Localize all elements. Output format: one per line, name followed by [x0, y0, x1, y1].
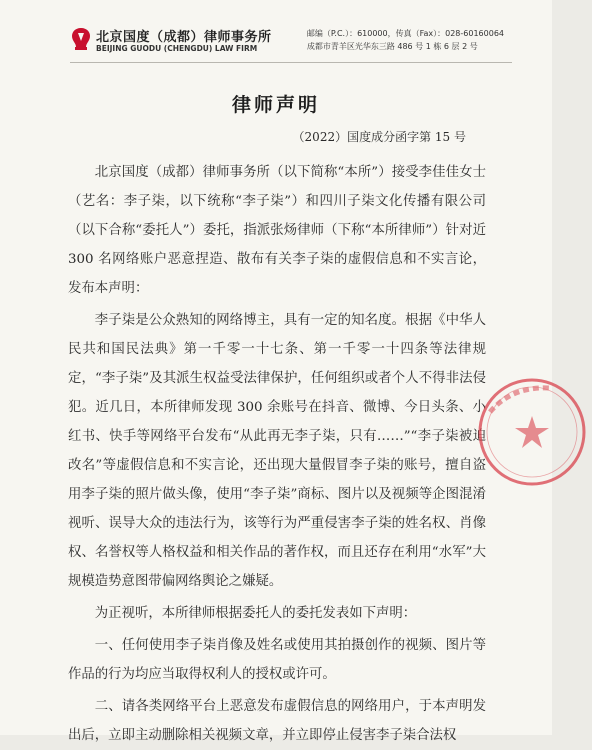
firm-logo: [70, 27, 92, 51]
document-number: （2022）国度成分函字第 15 号: [292, 130, 466, 144]
address-line: 成都市青羊区光华东三路 486 号 1 栋 6 层 2 号: [306, 42, 478, 51]
postal-fax-line: 邮编（P.C.）：610000，传真（Fax）：028-60160064: [306, 29, 504, 38]
firm-name-english: BEIJING GUODU (CHENGDU) LAW FIRM: [96, 44, 258, 53]
paragraph-clause-2: 二、请各类网络平台上恶意发布虚假信息的网络用户，于本声明发出后，立即主动删除相关视频文章，并立即停止侵害李子柒合法权: [68, 699, 486, 743]
paragraph-statement-lead: 为正视听，本所律师根据委托人的委托发表如下声明：: [94, 606, 417, 621]
firm-name-chinese: 北京国度（成都）律师事务所: [96, 30, 272, 45]
paragraph-clause-1: 一、任何使用李子柒肖像及姓名或使用其拍摄创作的视频、图片等作品的行为均应当取得权利人的授权或许可。: [68, 638, 486, 682]
contact-info: [307, 27, 504, 53]
paragraph-intro: 北京国度（成都）律师事务所（以下简称“本所”）接受李佳佳女士（艺名：李子柒，以下统称“李子柒”）和四川子柒文化传播有限公司（以下合称“委托人”）委托，指派张炀律师（下称“本所律师”）针对近 300 名网络账户恶意捏造、散布有关李子柒的虚假信息和不实言论，发布本声明：: [68, 165, 486, 296]
header-divider: [70, 62, 512, 63]
document-body: [68, 158, 486, 750]
document-title: 律师声明: [231, 94, 320, 116]
official-seal: [472, 372, 592, 492]
paragraph-background: 李子柒是公众熟知的网络博主，具有一定的知名度。根据《中华人民共和国民法典》第一千零一十七条、第一千零一十四条等法律规定，“李子柒”及其派生权益受法律保护，任何组织或者个人不得非法侵犯。近几日，本所律师发现 300 余账号在抖音、微博、今日头条、小红书、快手等网络平台发布“从此再无李子柒，只有……”“李子柒被迫改名”等虚假信息和不实言论，还出现大量假冒李子柒的账号，擅自盗用李子柒的照片做头像，使用“李子柒”商标、图片以及视频等企图混淆视听、误导大众的违法行为，该等行为严重侵害李子柒的姓名权、肖像权、名誉权等人格权益和相关作品的著作权，而且还存在利用“水军”大规模造势意图带偏网络舆论之嫌疑。: [68, 313, 486, 589]
